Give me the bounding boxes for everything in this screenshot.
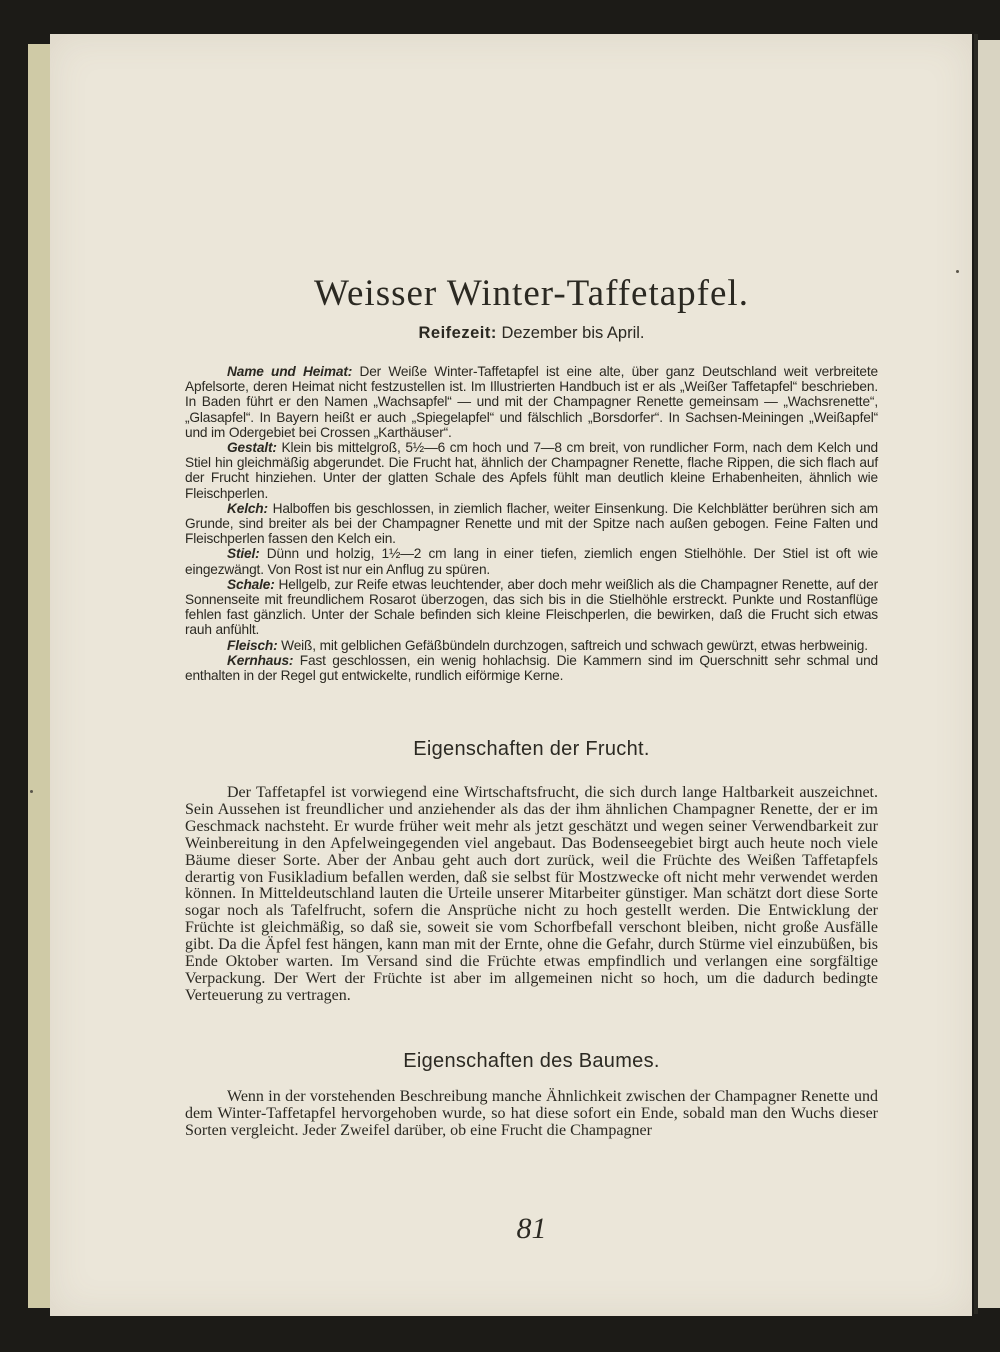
description-text: Fast geschlossen, ein wenig hohlachsig. Die Kammern sind im Querschnitt sehr schmal und enthalten in der Regel gut entwickelte, rundlich eiförmige Kerne. (185, 652, 878, 684)
page-title: Weisser Winter-Taffetapfel. (314, 273, 749, 314)
tree-section-heading: Eigenschaften des Baumes. (403, 1050, 660, 1072)
paper-speck (30, 790, 33, 793)
paper-speck (956, 270, 959, 273)
variety-description (185, 364, 878, 683)
description-text: Hellgelb, zur Reife etwas leuchtender, aber doch mehr weißlich als die Champagner Renette, auf der Sonnenseite mit freundlichem Rosarot überzogen, das sich bis in die Stielhöhle erstreckt. Punkte und Rostanflüge fehlen fast gänzlich. Unter der Schale befinden sich kleine Fleischperlen, die bewirken, daß die Frucht sich etwas rauh anfühlt. (185, 576, 878, 638)
next-page-strip (978, 40, 1000, 1308)
ripening-time (185, 324, 878, 343)
description-label: Kernhaus: (227, 652, 294, 668)
fruit-section-text: Der Taffetapfel ist vorwiegend eine Wirtschaftsfrucht, die sich durch lange Haltbarkeit auszeichnet. Sein Aussehen ist freundlicher und anziehender als das der ihm ähnlichen Champagner Renette, der er im Geschmack nachsteht. Er wurde früher weit mehr als jetzt geschätzt und wegen seiner Verwendbarkeit zur Weinbereitung in den Apfelweingegenden viel angebaut. Das Bodenseegebiet birgt auch heute noch viele Bäume dieser Sorte. Aber der Anbau geht auch dort zurück, weil die Früchte des Weißen Taffetapfels derartig von Fusikladium befallen werden, daß sie selbst für Mostzwecke oft nicht mehr verwendet werden können. In Mitteldeutschland lauten die Urteile unserer Mitarbeiter günstiger. Man schätzt dort diese Sorte sogar noch als Tafelfrucht, sofern die Ansprüche nicht zu hoch gestellt werden. Die Entwicklung der Früchte ist gleichmäßig, so daß sie, soweit sie vom Schorfbefall verschont bleiben, nicht große Ausfälle gibt. Da die Äpfel fest hängen, kann man mit der Ernte, ohne die Gefahr, durch Stürme viel einzubüßen, bis Ende Oktober warten. Im Versand sind die Früchte etwas empfindlich und verlangen eine sorgfältige Verpackung. Der Wert der Früchte ist aber im allgemeinen nicht so hoch, um die dadurch bedingte Verteuerung zu vertragen. (185, 784, 878, 1004)
page-number: 81 (516, 1212, 547, 1245)
description-paragraph-core (185, 653, 878, 683)
book-page (50, 34, 972, 1316)
description-text: Halboffen bis geschlossen, in ziemlich flacher, weiter Einsenkung. Die Kelchblätter berühren sich am Grunde, sind breiter als bei der Champagner Renette und mit der Spitze nach außen gebogen. Feine Falten und Fleischperlen fassen den Kelch ein. (185, 500, 878, 547)
description-label: Schale: (227, 576, 275, 592)
description-label: Name und Heimat: (227, 364, 353, 379)
ripening-label: Reifezeit: (418, 324, 497, 342)
fruit-section-heading: Eigenschaften der Frucht. (413, 738, 650, 760)
description-paragraph-name (185, 364, 878, 440)
description-label: Fleisch: (227, 637, 278, 653)
description-paragraph-calyx (185, 501, 878, 547)
description-label: Stiel: (227, 546, 260, 562)
description-text: Weiß, mit gelblichen Gefäßbündeln durchzogen, saftreich und schwach gewürzt, etwas herbweinig. (277, 637, 868, 653)
description-text: Der Weiße Winter-Taffetapfel ist eine alte, über ganz Deutschland weit verbreitete Apfelsorte, deren Heimat nicht festzustellen ist. Im Illustrierten Handbuch ist er als „Weißer Taffetapfel“ beschrieben. In Baden führt er den Namen „Wachsapfel“ — und mit der Champagner Renette gemeinsam — „Wachsrenette“, „Glasapfel“. In Bayern heißt er auch „Spiegelapfel“ und fälschlich „Borsdorfer“. In Sachsen-Meiningen „Weißapfel“ und im Odergebiet bei Crossen „Karthäuser“. (185, 364, 878, 440)
description-label: Gestalt: (227, 440, 277, 456)
description-label: Kelch: (227, 500, 268, 516)
tree-section-text: Wenn in der vorstehenden Beschreibung manche Ähnlichkeit zwischen der Champagner Renette und dem Winter-Taffetapfel hervorgehoben wurde, so hat diese sofort ein Ende, sobald man den Wuchs dieser Sorten vergleicht. Jeder Zweifel darüber, ob eine Frucht die Champagner (185, 1088, 878, 1139)
description-paragraph-skin (185, 577, 878, 638)
description-paragraph-shape (185, 440, 878, 501)
description-text: Dünn und holzig, 1½—2 cm lang in einer tiefen, ziemlich engen Stielhöhle. Der Stiel ist oft wie eingezwängt. Von Rost ist nur ein Anflug zu spüren. (185, 546, 878, 577)
ripening-value: Dezember bis April. (496, 324, 645, 342)
description-text: Klein bis mittelgroß, 5½—6 cm hoch und 7—8 cm breit, von rundlicher Form, nach dem Kelch und Stiel hin gleichmäßig abgerundet. Die Frucht hat, ähnlich der Champagner Renette, flache Rippen, die sich flach auf der Frucht hinziehen. Unter der glatten Schale des Apfels fühlt man deutlich kleine Erhabenheiten, ähnlich wie Fleischperlen. (185, 440, 878, 501)
description-paragraph-flesh (185, 638, 878, 653)
description-paragraph-stem (185, 546, 878, 576)
